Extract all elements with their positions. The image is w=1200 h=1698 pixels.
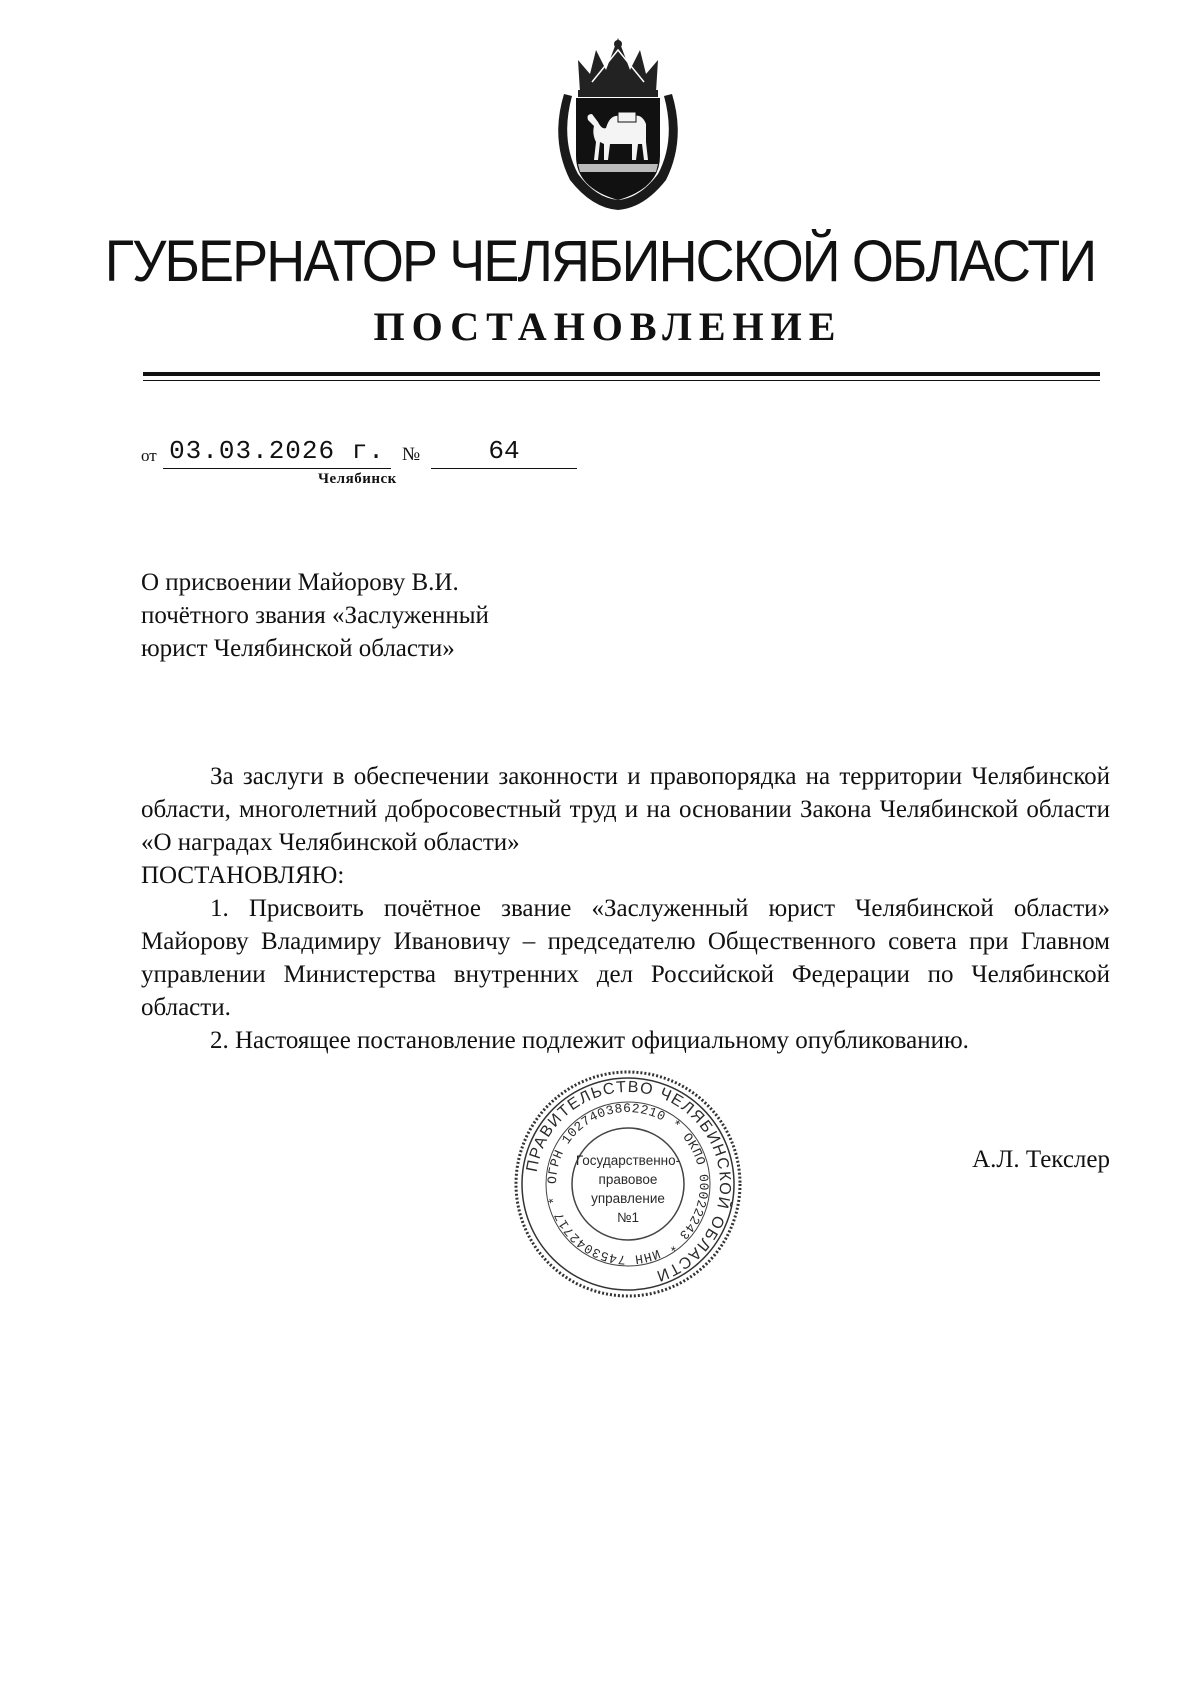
- date-prefix: от: [141, 446, 157, 465]
- header-rule-thick: [143, 372, 1100, 376]
- document-city: Челябинск: [318, 471, 397, 487]
- chelyabinsk-coat-of-arms-icon: [548, 30, 688, 214]
- stamp-center-text: [566, 1151, 690, 1227]
- stamp-inner-ring-text: ОГРН 1027403862210 * ОКПО 00022243 * ИНН 7453042717 *: [544, 1100, 712, 1268]
- authority-title: ГУБЕРНАТОР ЧЕЛЯБИНСКОЙ ОБЛАСТИ: [104, 229, 1096, 294]
- stamp-outer-ring-text: ПРАВИТЕЛЬСТВО ЧЕЛЯБИНСКОЙ ОБЛАСТИ: [523, 1078, 734, 1285]
- stamp-center-line: Государственно-: [575, 1153, 681, 1168]
- document-subject: [141, 566, 541, 665]
- header-rule-thin: [143, 380, 1100, 381]
- subject-line: почётного звания «Заслуженный: [141, 602, 489, 629]
- subject-line: юрист Челябинской области»: [141, 635, 455, 662]
- document-type: ПОСТАНОВЛЕНИЕ: [373, 304, 843, 349]
- stamp-center-line: №1: [617, 1210, 639, 1225]
- number-sign: №: [402, 444, 421, 465]
- decree-word: ПОСТАНОВЛЯЮ:: [141, 862, 345, 889]
- stamp-center-line: правовое: [598, 1172, 658, 1187]
- date-number-line: [141, 436, 581, 470]
- subject-line: О присвоении Майорову В.И.: [141, 569, 459, 596]
- document-date: 03.03.2026 г.: [163, 436, 391, 469]
- document-number: 64: [431, 436, 577, 469]
- preamble-paragraph: За заслуги в обеспечении законности и правопорядка на территории Челябинской области, многолетний добросовестный труд и на основании Закона Челябинской области «О наградах Челябинской области»: [141, 763, 1110, 856]
- decree-item-2: 2. Настоящее постановление подлежит официальному опубликованию.: [210, 1027, 969, 1054]
- stamp-center-line: управление: [591, 1191, 665, 1206]
- decree-item-1: 1. Присвоить почётное звание «Заслуженный юрист Челябинской области» Майорову Владимиру Ивановичу – председателю Общественного совета при Главном управлении Министерства внутренних дел Российской Федерации по Челябинской области.: [141, 895, 1110, 1021]
- signatory-name: А.Л. Текслер: [972, 1146, 1110, 1173]
- document-body: [141, 760, 1110, 1057]
